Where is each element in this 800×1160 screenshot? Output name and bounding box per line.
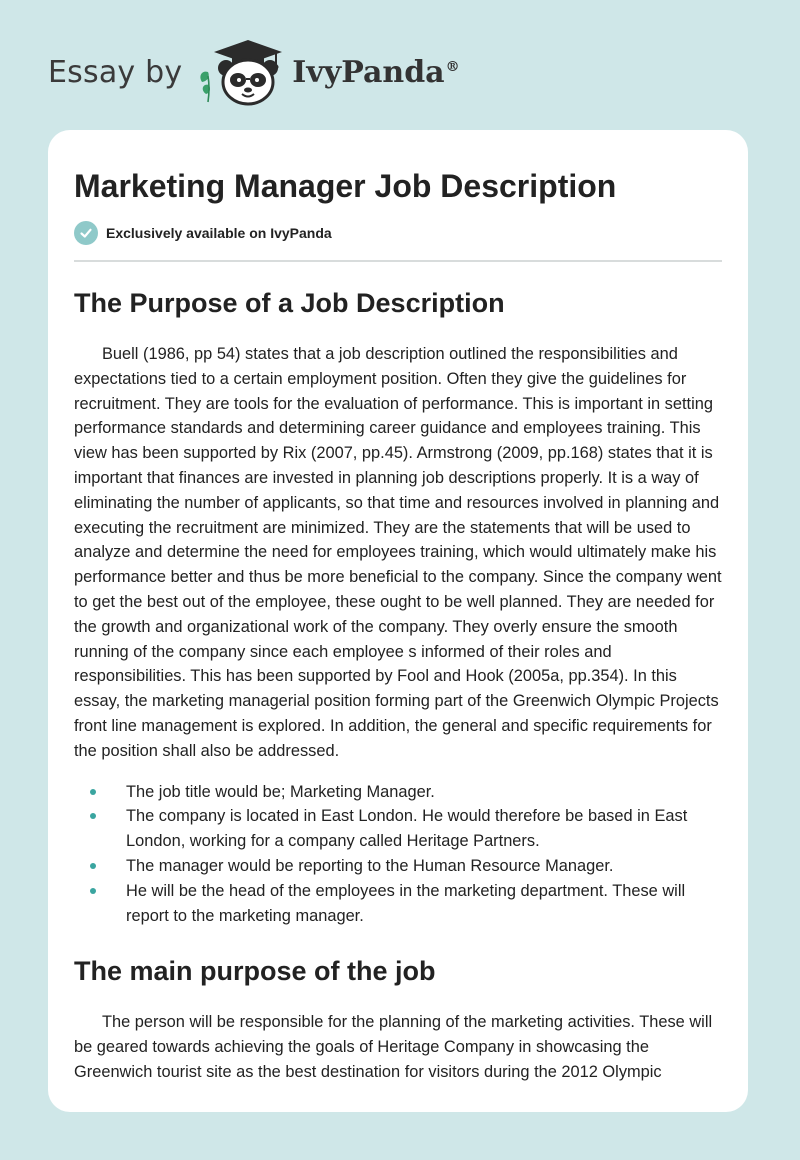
panda-graduate-icon[interactable] [196, 36, 288, 108]
badge-text: Exclusively available on IvyPanda [106, 225, 332, 241]
site-header [48, 36, 460, 108]
section-paragraph-purpose: Buell (1986, pp 54) states that a job description outlined the responsibilities and expectations tied to a certain employment position. Often they give the guidelines for recruitment. They are tools for the evaluation of performance. This is important in setting performance standards and determining career guidance and employees training. This view has been supported by Rix (2007, pp.45). Armstrong (2009, pp.168) states that it is important that finances are invested in planning job descriptions properly. It is a way of eliminating the number of applicants, so that time and resources involved in planning and executing the recruitment are minimized. They are the statements that will be used to analyze and determine the need for employees training, which would ultimately make his performance better and thus be more beneficial to the company. Since the company went to get the best out of the employee, these ought to be well planned. They are needed for the growth and organizational work of the company. They overly ensure the smooth running of the company since each employee s informed of their roles and responsibilities. This has been supported by Fool and Hook (2005a, pp.354). In this essay, the marketing managerial position forming part of the Greenwich Olympic Projects front line management is explored. In addition, the general and specific requirements for the position shall also be addressed. [74, 345, 722, 760]
list-item: The manager would be reporting to the Human Resource Manager. [74, 854, 722, 879]
brand-name-text: IvyPanda [292, 54, 445, 90]
bullet-list [74, 780, 722, 929]
list-item: The job title would be; Marketing Manager. [74, 780, 722, 805]
essay-card [48, 130, 748, 1112]
section-heading-main-purpose: The main purpose of the job [74, 956, 436, 987]
page-title: Marketing Manager Job Description [74, 168, 617, 204]
list-item: He will be the head of the employees in the marketing department. These will report to the marketing manager. [74, 879, 722, 929]
registered-mark: ® [445, 58, 460, 75]
exclusive-badge [74, 220, 722, 246]
checkmark-icon [79, 226, 93, 240]
list-item: The company is located in East London. He would therefore be based in East London, working for a company called Heritage Partners. [74, 804, 722, 854]
section-paragraph-main-purpose: The person will be responsible for the planning of the marketing activities. These will be geared towards achieving the goals of Heritage Company in showcasing the Greenwich tourist site as the best destination for visitors during the 2012 Olympic [74, 1013, 713, 1081]
essay-by-label: Essay by [48, 54, 183, 90]
check-circle-icon [74, 221, 98, 245]
divider [74, 260, 722, 262]
brand-name[interactable] [292, 55, 459, 90]
section-heading-purpose: The Purpose of a Job Description [74, 288, 505, 318]
